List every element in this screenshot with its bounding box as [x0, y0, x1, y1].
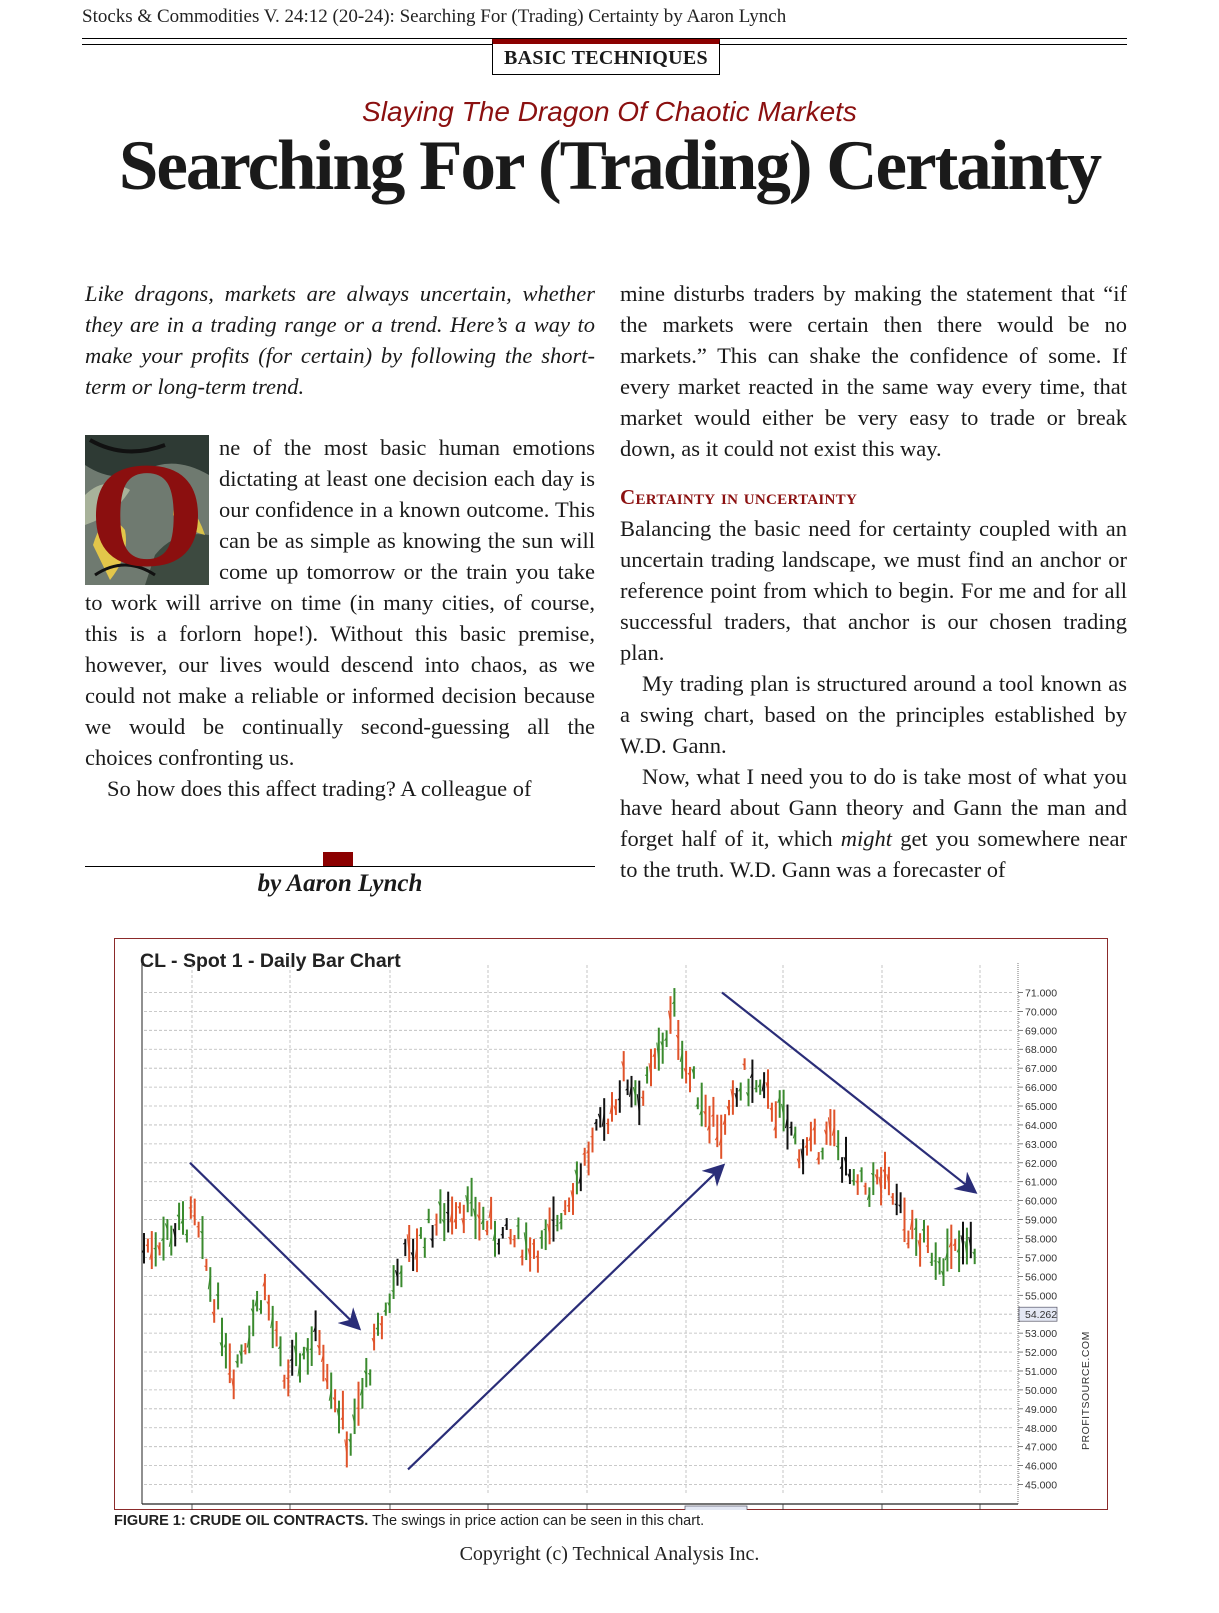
x-tick-label [293, 1509, 314, 1510]
x-tick-label [786, 1509, 824, 1510]
y-tick-label: 70.000 [1025, 1006, 1058, 1019]
article-kicker: Slaying The Dragon Of Chaotic Markets [362, 96, 857, 127]
y-tick-label: 58.000 [1025, 1233, 1058, 1246]
y-tick-label: 62.000 [1025, 1157, 1058, 1170]
y-tick-label: 55.000 [1025, 1290, 1058, 1303]
y-tick-label: 50.000 [1025, 1384, 1058, 1397]
byline: by Aaron Lynch [257, 870, 423, 897]
caption-label: FIGURE 1: CRUDE OIL CONTRACTS. [114, 1513, 369, 1529]
y-tick-label: 65.000 [1025, 1101, 1058, 1114]
y-tick-label: 71.000 [1025, 987, 1058, 1000]
y-tick-label: 66.000 [1025, 1082, 1058, 1095]
y-tick-label: 53.000 [1025, 1328, 1058, 1341]
y-tick-label: 60.000 [1025, 1195, 1058, 1208]
section-tab: BASIC TECHNIQUES [492, 39, 720, 75]
paragraph-4: Balancing the basic need for certainty coupled with an uncertain trading landscape, we must find an anchor or reference point from which to begin. For me and for all successful traders, that anchor is our chosen trading plan. [620, 516, 1127, 665]
x-tick-label [885, 1509, 934, 1510]
paragraph-1: ne of the most basic human emotions dictating at least one decision each day is our confidence in a known outcome. This can be as simple as knowing the sun will come up tomorrow or the train you take to work will arrive on time (in many cities, of course, this is a forlorn hope!). Without this basic premise, however, our lives would descend into chaos, as we could not make a reliable or informed decision because we would be continually second-guessing all the choices confronting us. [85, 435, 595, 770]
price-bar-open [427, 1219, 429, 1220]
paragraph-6-part-b: get you somewhere near to the truth. W.D. Gann was a forecaster of [620, 826, 1127, 882]
y-tick-label: 46.000 [1025, 1460, 1058, 1473]
y-tick-label: 54.262 [1025, 1309, 1058, 1322]
dropcap-letter: O [88, 435, 206, 585]
x-tick-label [590, 1509, 623, 1510]
x-tick-label [491, 1509, 510, 1510]
price-bar-open [516, 1226, 518, 1227]
y-tick-label: 47.000 [1025, 1441, 1058, 1454]
dropcap-illustration [85, 435, 209, 585]
article-title: Searching For (Trading) Certainty [118, 127, 1101, 205]
caption-text: The swings in price action can be seen in this chart. [368, 1513, 705, 1529]
y-tick-label: 49.000 [1025, 1403, 1058, 1416]
running-head: Stocks & Commodities V. 24:12 (20-24): Searching For (Trading) Certainty by Aaron Lynch [82, 6, 787, 27]
figure-caption [114, 1513, 704, 1529]
x-tick-label [983, 1509, 1002, 1510]
y-tick-label: 61.000 [1025, 1176, 1058, 1189]
y-tick-label: 52.000 [1025, 1347, 1058, 1360]
copyright: Copyright (c) Technical Analysis Inc. [459, 1543, 760, 1565]
price-bar-open [435, 1224, 437, 1225]
y-tick-label: 57.000 [1025, 1252, 1058, 1265]
x-tick-label [393, 1509, 416, 1510]
x-tick-label [689, 1509, 741, 1510]
byline-rule [85, 866, 595, 867]
article-deck: Like dragons, markets are always uncertain, whether they are in a trading range or a trend. Here’s a way to make your profits (for certain) by following the short-term or long-term trend. [85, 281, 595, 399]
subhead: Certainty in uncertainty [620, 485, 858, 509]
price-bar-open [926, 1246, 928, 1247]
y-tick-label: 67.000 [1025, 1063, 1058, 1076]
byline-mark [323, 852, 353, 866]
y-tick-label: 64.000 [1025, 1119, 1058, 1132]
paragraph-5: My trading plan is structured around a tool known as a swing chart, based on the principles established by W.D. Gann. [620, 671, 1127, 758]
right-column [620, 278, 1127, 885]
y-tick-label: 68.000 [1025, 1044, 1058, 1057]
chart-title: CL - Spot 1 - Daily Bar Chart [140, 950, 401, 972]
paragraph-3: mine disturbs traders by making the statement that “if the markets were certain then there would be no markets.” This can shake the confidence of some. If every market reacted in the same way every time, that market would either be very easy to trade or break down, as it could not exist this way. [620, 281, 1127, 461]
y-tick-label: 63.000 [1025, 1138, 1058, 1151]
y-tick-label: 45.000 [1025, 1479, 1058, 1492]
y-tick-label: 56.000 [1025, 1271, 1058, 1284]
paragraph-6 [620, 761, 1127, 885]
price-chart [114, 938, 1108, 1510]
paragraph-2: So how does this affect trading? A colleague of [107, 776, 532, 801]
left-column [85, 432, 595, 804]
y-tick-label: 59.000 [1025, 1214, 1058, 1227]
y-tick-label: 69.000 [1025, 1025, 1058, 1038]
chart-source: PROFITSOURCE.COM [1080, 1331, 1092, 1450]
paragraph-6-emphasis: might [840, 826, 893, 851]
y-tick-label: 48.000 [1025, 1422, 1058, 1435]
paragraph-6-part-a: Now, what I need you to do is take most of what you have heard about Gann theory and Gann the man and forget half of it, which [620, 764, 1127, 851]
y-tick-label: 51.000 [1025, 1365, 1058, 1378]
x-tick-label [195, 1509, 216, 1510]
